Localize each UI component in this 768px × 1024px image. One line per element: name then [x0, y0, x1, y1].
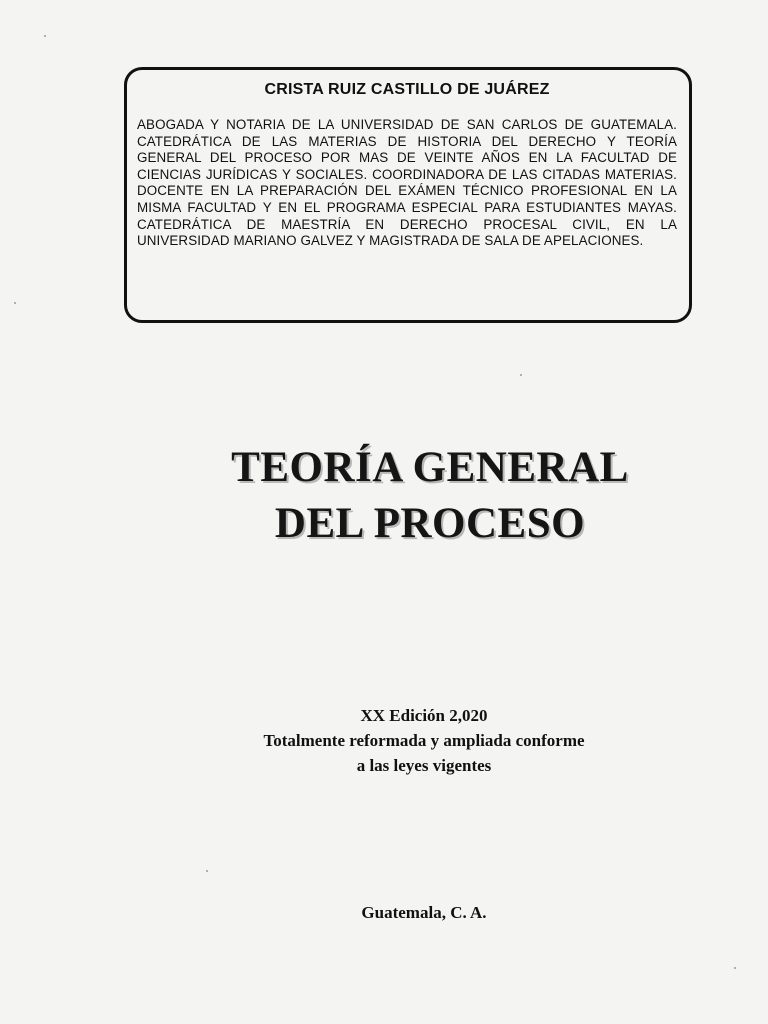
- edition-number: XX Edición 2,020: [360, 706, 488, 725]
- edition-note-line-2: a las leyes vigentes: [356, 756, 492, 775]
- scan-speck: [520, 374, 522, 376]
- edition-note-line-1: Totalmente reformada y ampliada conforme: [263, 731, 585, 750]
- book-title-line-1: TEORÍA GENERAL: [231, 444, 629, 491]
- scan-speck: [734, 967, 736, 969]
- scan-speck: [14, 302, 16, 304]
- scan-speck: [44, 35, 46, 37]
- author-bio: ABOGADA Y NOTARIA DE LA UNIVERSIDAD DE SAN CARLOS DE GUATEMALA. CATEDRÁTICA DE LAS MATERIAS DE HISTORIA DEL DERECHO Y TEORÍA GENERAL DEL PROCESO POR MAS DE VEINTE AÑOS EN LA FACULTAD DE CIENCIAS JURÍDICAS Y SOCIALES. COORDINADORA DE LAS CITADAS MATERIAS. DOCENTE EN LA PREPARACIÓN DEL EXÁMEN TÉCNICO PROFESIONAL EN LA MISMA FACULTAD Y EN EL PROGRAMA ESPECIAL PARA ESTUDIANTES MAYAS. CATEDRÁTICA DE MAESTRÍA EN DERECHO PROCESAL CIVIL, EN LA UNIVERSIDAD MARIANO GALVEZ Y MAGISTRADA DE SALA DE APELACIONES.: [137, 117, 677, 249]
- author-info-box: [124, 67, 692, 323]
- book-title-line-2: DEL PROCESO: [274, 500, 586, 547]
- author-name: CRISTA RUIZ CASTILLO DE JUÁREZ: [264, 81, 550, 98]
- edition-info: [0, 703, 768, 778]
- scan-speck: [206, 870, 208, 872]
- book-title: [0, 440, 768, 552]
- publication-place: Guatemala, C. A.: [361, 903, 487, 922]
